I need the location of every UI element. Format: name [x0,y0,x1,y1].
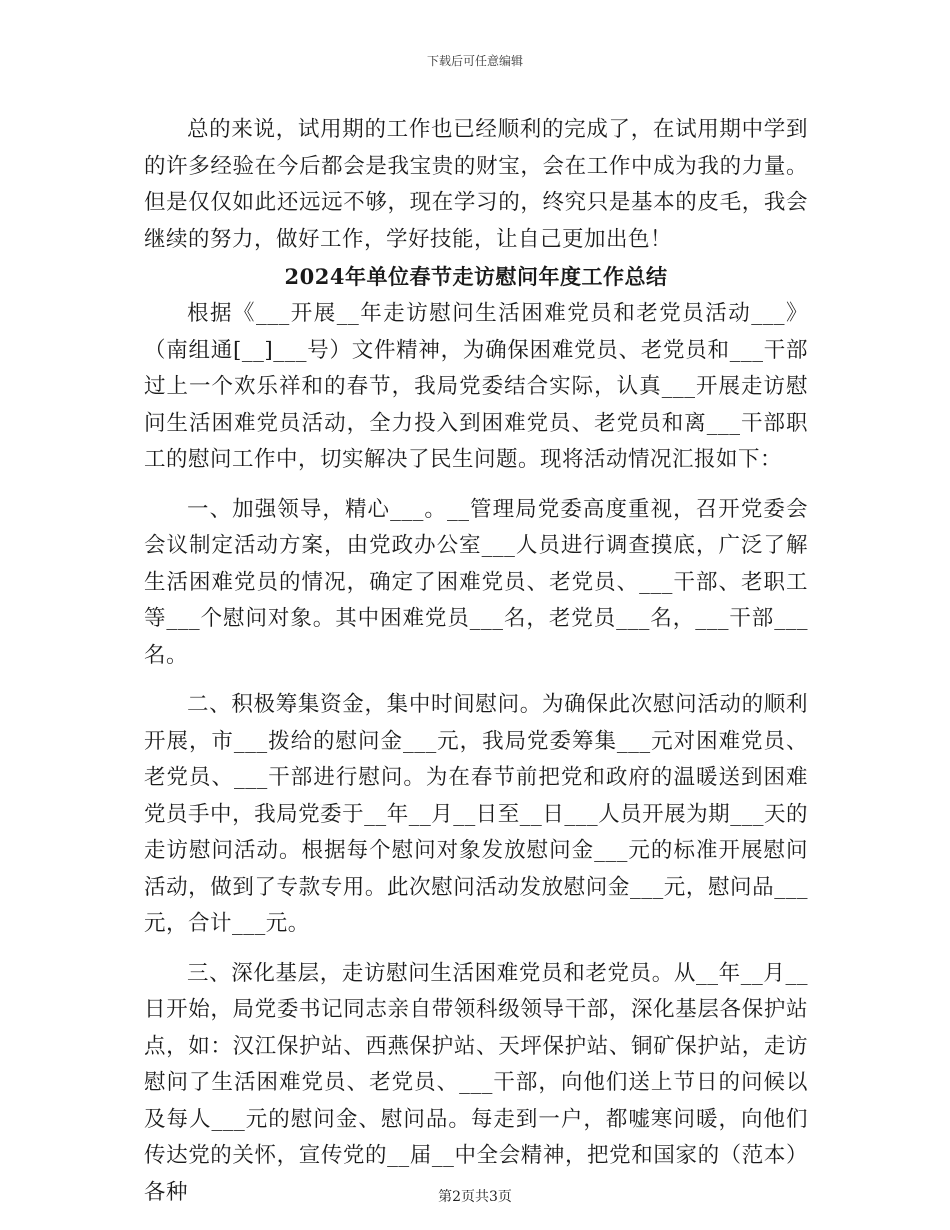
page-number: 第2页共3页 [438,1189,512,1205]
paragraph-basis: 根据《___开展__年走访慰问生活困难党员和老党员活动___》（南组通[__]___号）文件精神，为确保困难党员、老党员和___干部过上一个欢乐祥和的春节，我局党委结合实际，认真___开展走访慰问生活困难党员活动，全力投入到困难党员、老党员和离___干部职工的慰问工作中，切实解决了民生问题。现将活动情况汇报如下： [144,301,808,472]
paragraph-section-three: 三、深化基层，走访慰问生活困难党员和老党员。从__年__月__日开始，局党委书记同志亲自带领科级领导干部，深化基层各保护站点，如：汉江保护站、西燕保护站、天坪保护站、铜矿保护站，走访慰问了生活困难党员、老党员、___干部，向他们送上节日的问候以及每人___元的慰问金、慰问品。每走到一户，都嘘寒问暖，向他们传达党的关怀，宣传党的__届__中全会精神，把党和国家的（范本）各种 [144,960,808,1205]
document-body [144,112,808,1211]
paragraph-section-one: 一、加强领导，精心___。__管理局党委高度重视，召开党委会会议制定活动方案，由党政办公室___人员进行调查摸底，广泛了解生活困难党员的情况，确定了困难党员、老党员、___干部、老职工等___个慰问对象。其中困难党员___名，老党员___名，___干部___名。 [144,496,808,668]
intro-paragraph: 总的来说，试用期的工作也已经顺利的完成了，在试用期中学到的许多经验在今后都会是我宝贵的财宝，会在工作中成为我的力量。但是仅仅如此还远远不够，现在学习的，终究只是基本的皮毛，我会继续的努力，做好工作，学好技能，让自己更加出色！ [144,117,808,252]
document-title: 2024年单位春节走访慰问年度工作总结 [284,264,668,289]
paragraph-section-two: 二、积极筹集资金，集中时间慰问。为确保此次慰问活动的顺利开展，市___拨给的慰问金___元，我局党委筹集___元对困难党员、老党员、___干部进行慰问。为在春节前把党和政府的温暖送到困难党员手中，我局党委于__年__月__日至__日___人员开展为期___天的走访慰问活动。根据每个慰问对象发放慰问金___元的标准开展慰问活动，做到了专款专用。此次慰问活动发放慰问金___元，慰问品___元，合计___元。 [144,692,808,936]
page-header-note: 下载后可任意编辑 [426,54,523,68]
